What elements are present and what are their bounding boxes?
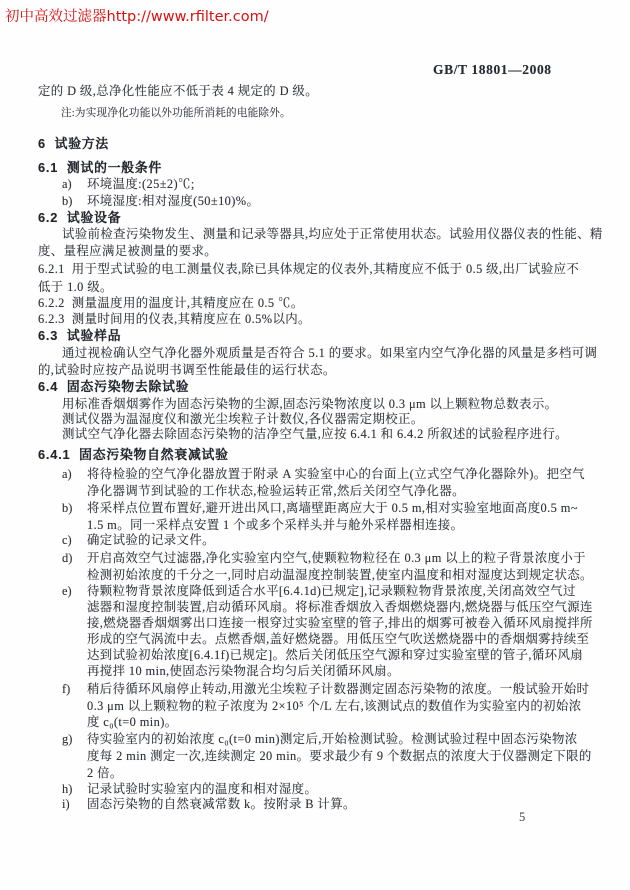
list-item-text: 确定试验的记录文件。 [87,533,215,547]
list-marker-b: b) [62,501,73,515]
list-marker-e: e) [62,584,72,598]
clause-6-heading: 6 试验方法 [38,136,110,151]
list-item-text: 达到试验初始浓度[6.4.1f)已规定]。然后关闭低压空气源和穿过实验室壁的管子,循环风扇 [87,648,584,662]
clause-6-1-heading: 6.1 测试的一般条件 [38,160,163,175]
list-item-text: 固态污染物的自然衰减常数 k。按附录 B 计算。 [87,797,356,811]
text-line: 定的 D 级,总净化性能应不低于表 4 规定的 D 级。 [38,84,319,98]
list-item-text: 环境温度:(25±2)℃; [87,177,195,191]
list-item-text: 将待检验的空气净化器放置于附录 A 实验室中心的台面上(立式空气净化器除外)。把空气 [87,467,585,481]
watermark-url-text: 初中高效过滤器http://www.rfilter.com/ [5,9,269,25]
list-item-text: 形成的空气涡流中去。点燃香烟,盖好燃烧器。用低压空气吹送燃烧器中的香烟烟雾持续至 [87,632,590,646]
list-item-text: 稍后待循环风扇停止转动,用激光尘埃粒子计数器测定固态污染物的浓度。一般试验开始时 [87,682,590,696]
page-number: 5 [519,810,526,824]
clause-6-4-heading: 6.4 固态污染物去除试验 [38,379,190,394]
list-item-text: 度 c₀(t=0 min)。 [87,715,178,729]
list-item-text: 待实验室内的初始浓度 c₀(t=0 min)测定后,开始检测试验。检测试验过程中固态污染物浓 [87,732,578,746]
list-marker-g: g) [62,732,73,746]
list-marker-b: b) [62,194,73,208]
list-marker-c: c) [62,533,72,547]
text-line: 的,试验时应按产品说明书调至性能最佳的运行状态。 [38,363,336,377]
list-item-text: 滤器和湿度控制装置,启动循环风扇。将标准香烟放入香烟燃烧器内,燃烧器与低压空气源连 [87,600,593,614]
list-marker-h: h) [62,782,73,796]
standard-number: GB/T 18801—2008 [433,62,552,77]
clause-6-2-heading: 6.2 试验设备 [38,210,122,225]
clause-6-2-1-text: 6.2.1 用于型式试验的电工测量仪表,除已具体规定的仪表外,其精度应不低于 0.5 级,出厂试验应不 [38,262,580,276]
list-marker-f: f) [62,682,71,696]
list-item-text: 1.5 m。同一采样点安置 1 个或多个采样头并与舱外采样器相连接。 [87,518,464,532]
list-marker-i: i) [62,797,70,811]
list-marker-d: d) [62,551,73,565]
list-item-text: 净化器调节到试验的工作状态,检验运转正常,然后关闭空气净化器。 [87,484,465,498]
text-line: 通过视检确认空气净化器外观质量是否符合 5.1 的要求。如果室内空气净化器的风量是多档可调 [62,346,598,360]
text-line: 测试仪器为温湿度仪和激光尘埃粒子计数仪,各仪器需定期校正。 [62,412,424,426]
clause-6-4-1-heading: 6.4.1 固态污染物自然衰减试验 [38,447,229,462]
note-line: 注:为实现净化功能以外功能所消耗的电能除外。 [61,108,291,119]
text-line: 度、量程应满足被测量的要求。 [38,244,218,258]
list-item-text: 接,燃烧器香烟烟雾出口连接一根穿过实验室壁的管子,排出的烟雾可被卷入循环风扇搅拌所 [87,616,593,630]
list-marker-a: a) [62,177,72,191]
list-item-text: 环境湿度:相对湿度(50±10)%。 [87,194,260,208]
list-item-text: 0.3 μm 以上颗粒物的粒子浓度为 2×10⁵ 个/L 左右,该测试点的数值作为实验室内的初始浓 [87,699,582,713]
list-item-text: 记录试验时实验室内的温度和相对湿度。 [87,782,318,796]
text-line: 测试空气净化器去除固态污染物的洁净空气量,应按 6.4.1 和 6.4.2 所叙述的试验程序进行。 [62,427,568,441]
list-marker-a: a) [62,467,72,481]
text-line: 试验前检查污染物发生、测量和记录等器具,均应处于正常使用状态。试验用仪器仪表的性能、精 [62,227,603,241]
text-line: 低于 1.0 级。 [38,280,113,294]
clause-6-2-3-text: 6.2.3 测量时间用的仪表,其精度应在 0.5%以内。 [38,312,311,326]
text-line: 用标准香烟烟雾作为固态污染物的尘源,固态污染物浓度以 0.3 μm 以上颗粒物总数表示。 [62,397,558,411]
list-item-text: 检测初始浓度的千分之一,同时启动温湿度控制装置,使室内温度和相对湿度达到规定状态。 [87,568,593,582]
clause-6-3-heading: 6.3 试验样品 [38,328,122,343]
list-item-text: 将采样点位置布置好,避开进出风口,离墙壁距离应大于 0.5 m,相对实验室地面高度0.5 m~ [87,501,578,515]
clause-6-2-2-text: 6.2.2 测量温度用的温度计,其精度应在 0.5 ℃。 [38,296,304,310]
list-item-text: 开启高效空气过滤器,净化实验室内空气,使颗粒物粒径在 0.3 μm 以上的粒子背景浓度小于 [87,551,586,565]
list-item-text: 再搅拌 10 min,使固态污染物混合均匀后关闭循环风扇。 [87,664,400,678]
list-item-text: 待颗粒物背景浓度降低到适合水平[6.4.1d)已规定],记录颗粒物背景浓度,关闭高效空气过 [87,584,576,598]
list-item-text: 2 倍。 [87,766,123,780]
list-item-text: 度每 2 min 测定一次,连续测定 20 min。要求最少有 9 个数据点的浓度大于仪器测定下限的 [87,749,592,763]
